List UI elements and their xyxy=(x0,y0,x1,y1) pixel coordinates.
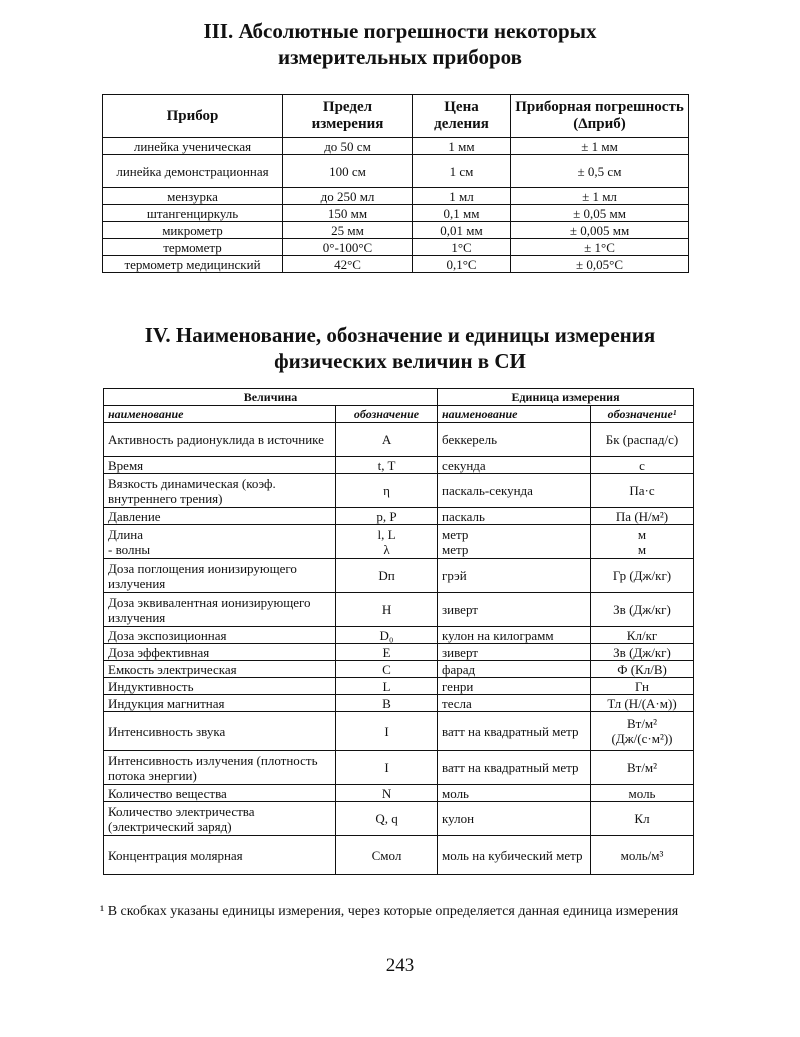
header-range: Предел измерения xyxy=(283,95,413,138)
table-cell: Емкость электрическая xyxy=(104,661,336,678)
table-cell: Вт/м² (Дж/(с·м²)) xyxy=(591,712,694,751)
table-cell: моль xyxy=(438,785,591,802)
table-cell: до 250 мл xyxy=(283,188,413,205)
header-unit: Единица измерения xyxy=(438,389,694,406)
table-cell: 25 мм xyxy=(283,222,413,239)
table-cell: I xyxy=(336,751,438,785)
header-unit-name: наименование xyxy=(438,406,591,423)
table-row xyxy=(104,559,694,593)
table-cell: Ф (Кл/В) xyxy=(591,661,694,678)
table-cell: 1 мм xyxy=(413,138,511,155)
table-cell: l, L λ xyxy=(336,525,438,559)
section3-title-line2: измерительных приборов xyxy=(277,45,522,69)
table-cell: 150 мм xyxy=(283,205,413,222)
table-cell: C xyxy=(336,661,438,678)
header-quantity-symbol: обозначение xyxy=(336,406,438,423)
table-row xyxy=(104,525,694,559)
table-cell: Время xyxy=(104,457,336,474)
table-cell: Кл/кг xyxy=(591,627,694,644)
table-row xyxy=(104,593,694,627)
table-row xyxy=(104,695,694,712)
table-cell: 0,1 мм xyxy=(413,205,511,222)
table-cell: штангенциркуль xyxy=(103,205,283,222)
table-cell: Зв (Дж/кг) xyxy=(591,644,694,661)
table-cell: мензурка xyxy=(103,188,283,205)
table-cell: метр метр xyxy=(438,525,591,559)
table-cell: ватт на квадратный метр xyxy=(438,712,591,751)
table-cell: ± 0,05°С xyxy=(511,256,689,273)
table-cell: 100 см xyxy=(283,155,413,188)
table-cell: Количество электричества (электрический заряд) xyxy=(104,802,336,836)
table-cell: 42°С xyxy=(283,256,413,273)
table-cell: зиверт xyxy=(438,644,591,661)
table-cell: беккерель xyxy=(438,423,591,457)
table-cell: Q, q xyxy=(336,802,438,836)
section4-title-line1: IV. Наименование, обозначение и единицы измерения xyxy=(144,323,656,347)
table-cell: Доза эквивалентная ионизирующего излучения xyxy=(104,593,336,627)
table-cell: ± 1 мм xyxy=(511,138,689,155)
table-cell: ± 0,005 мм xyxy=(511,222,689,239)
table-cell: Интенсивность излучения (плотность потока энергии) xyxy=(104,751,336,785)
table-cell: микрометр xyxy=(103,222,283,239)
table-cell: генри xyxy=(438,678,591,695)
page-number: 243 xyxy=(385,955,415,976)
group-header-row xyxy=(104,389,694,406)
table-cell: t, T xyxy=(336,457,438,474)
table-cell: ± 1°С xyxy=(511,239,689,256)
instrument-error-table xyxy=(102,94,689,273)
table-cell: тесла xyxy=(438,695,591,712)
table-row xyxy=(103,222,689,239)
table-cell: моль/м³ xyxy=(591,836,694,875)
table-row xyxy=(104,627,694,644)
header-unit-symbol: обозначение¹ xyxy=(591,406,694,423)
table-cell: моль xyxy=(591,785,694,802)
header-instrument: Прибор xyxy=(103,95,283,138)
table-row xyxy=(104,474,694,508)
table-row xyxy=(103,256,689,273)
table-cell: B xyxy=(336,695,438,712)
table-row xyxy=(104,644,694,661)
table-cell: N xyxy=(336,785,438,802)
table-cell: Концентрация молярная xyxy=(104,836,336,875)
table-cell: Тл (Н/(А·м)) xyxy=(591,695,694,712)
table-cell: Индуктивность xyxy=(104,678,336,695)
table-cell: Гр (Дж/кг) xyxy=(591,559,694,593)
table-cell: L xyxy=(336,678,438,695)
sub-header-row xyxy=(104,406,694,423)
table-cell: секунда xyxy=(438,457,591,474)
table-cell: грэй xyxy=(438,559,591,593)
section3-title-line1: III. Абсолютные погрешности некоторых xyxy=(203,19,597,43)
section3-title xyxy=(0,18,800,70)
table-cell: Доза поглощения ионизирующего излучения xyxy=(104,559,336,593)
footnote: ¹ В скобках указаны единицы измерения, через которые определяется данная единица измерения xyxy=(100,904,679,919)
table-cell: Dп xyxy=(336,559,438,593)
table-cell: до 50 см xyxy=(283,138,413,155)
table-row xyxy=(104,785,694,802)
table-cell: Зв (Дж/кг) xyxy=(591,593,694,627)
table-cell: термометр xyxy=(103,239,283,256)
si-units-table xyxy=(103,388,694,875)
table-row xyxy=(103,188,689,205)
table-cell: 0,01 мм xyxy=(413,222,511,239)
table-cell: Cмол xyxy=(336,836,438,875)
table-cell: кулон xyxy=(438,802,591,836)
table-cell: Активность радионуклида в источнике xyxy=(104,423,336,457)
section4-title xyxy=(0,322,800,374)
section4-title-line2: физических величин в СИ xyxy=(274,349,526,373)
table-cell: 0°-100°С xyxy=(283,239,413,256)
table-cell: с xyxy=(591,457,694,474)
table-cell: Количество вещества xyxy=(104,785,336,802)
table-row xyxy=(104,457,694,474)
table-row xyxy=(103,138,689,155)
table-cell: 1°С xyxy=(413,239,511,256)
table-row xyxy=(103,205,689,222)
table-cell: ± 0,05 мм xyxy=(511,205,689,222)
table-cell: η xyxy=(336,474,438,508)
table-cell: Гн xyxy=(591,678,694,695)
table-cell: Доза экспозиционная xyxy=(104,627,336,644)
table-cell: E xyxy=(336,644,438,661)
table-row xyxy=(103,155,689,188)
table-cell: Длина - волны xyxy=(104,525,336,559)
table-cell: паскаль xyxy=(438,508,591,525)
table-cell: паскаль-секунда xyxy=(438,474,591,508)
table-row xyxy=(104,678,694,695)
table-cell: Вт/м² xyxy=(591,751,694,785)
table-cell: Па (Н/м²) xyxy=(591,508,694,525)
table-cell: фарад xyxy=(438,661,591,678)
table-cell: A xyxy=(336,423,438,457)
table-row xyxy=(104,423,694,457)
table-cell: Кл xyxy=(591,802,694,836)
table-cell: D₀ xyxy=(336,627,438,644)
table-cell: моль на кубический метр xyxy=(438,836,591,875)
table-cell: Интенсивность звука xyxy=(104,712,336,751)
instrument-table-body xyxy=(103,138,689,273)
table-cell: I xyxy=(336,712,438,751)
table-cell: 0,1°С xyxy=(413,256,511,273)
header-quantity-name: наименование xyxy=(104,406,336,423)
table-cell: м м xyxy=(591,525,694,559)
table-cell: ватт на квадратный метр xyxy=(438,751,591,785)
table-cell: термометр медицинский xyxy=(103,256,283,273)
table-cell: Доза эффективная xyxy=(104,644,336,661)
si-table-body xyxy=(104,423,694,875)
header-error: Приборная погрешность (Δприб) xyxy=(511,95,689,138)
table-row xyxy=(104,661,694,678)
header-division: Цена деления xyxy=(413,95,511,138)
table-cell: H xyxy=(336,593,438,627)
table-cell: Бк (распад/с) xyxy=(591,423,694,457)
table-cell: Па·с xyxy=(591,474,694,508)
table-cell: 1 мл xyxy=(413,188,511,205)
table-cell: ± 0,5 см xyxy=(511,155,689,188)
table-cell: p, P xyxy=(336,508,438,525)
table-cell: Давление xyxy=(104,508,336,525)
table-cell: линейка ученическая xyxy=(103,138,283,155)
table-cell: линейка демонстрационная xyxy=(103,155,283,188)
table-cell: Вязкость динамическая (коэф. внутреннего трения) xyxy=(104,474,336,508)
table-row xyxy=(104,836,694,875)
table-cell: Индукция магнитная xyxy=(104,695,336,712)
table-cell: зиверт xyxy=(438,593,591,627)
table-row xyxy=(104,712,694,751)
table-row xyxy=(104,508,694,525)
table-row xyxy=(104,802,694,836)
table-cell: 1 см xyxy=(413,155,511,188)
table-row xyxy=(103,239,689,256)
table-cell: кулон на килограмм xyxy=(438,627,591,644)
table-header-row xyxy=(103,95,689,138)
header-quantity: Величина xyxy=(104,389,438,406)
table-row xyxy=(104,751,694,785)
table-cell: ± 1 мл xyxy=(511,188,689,205)
